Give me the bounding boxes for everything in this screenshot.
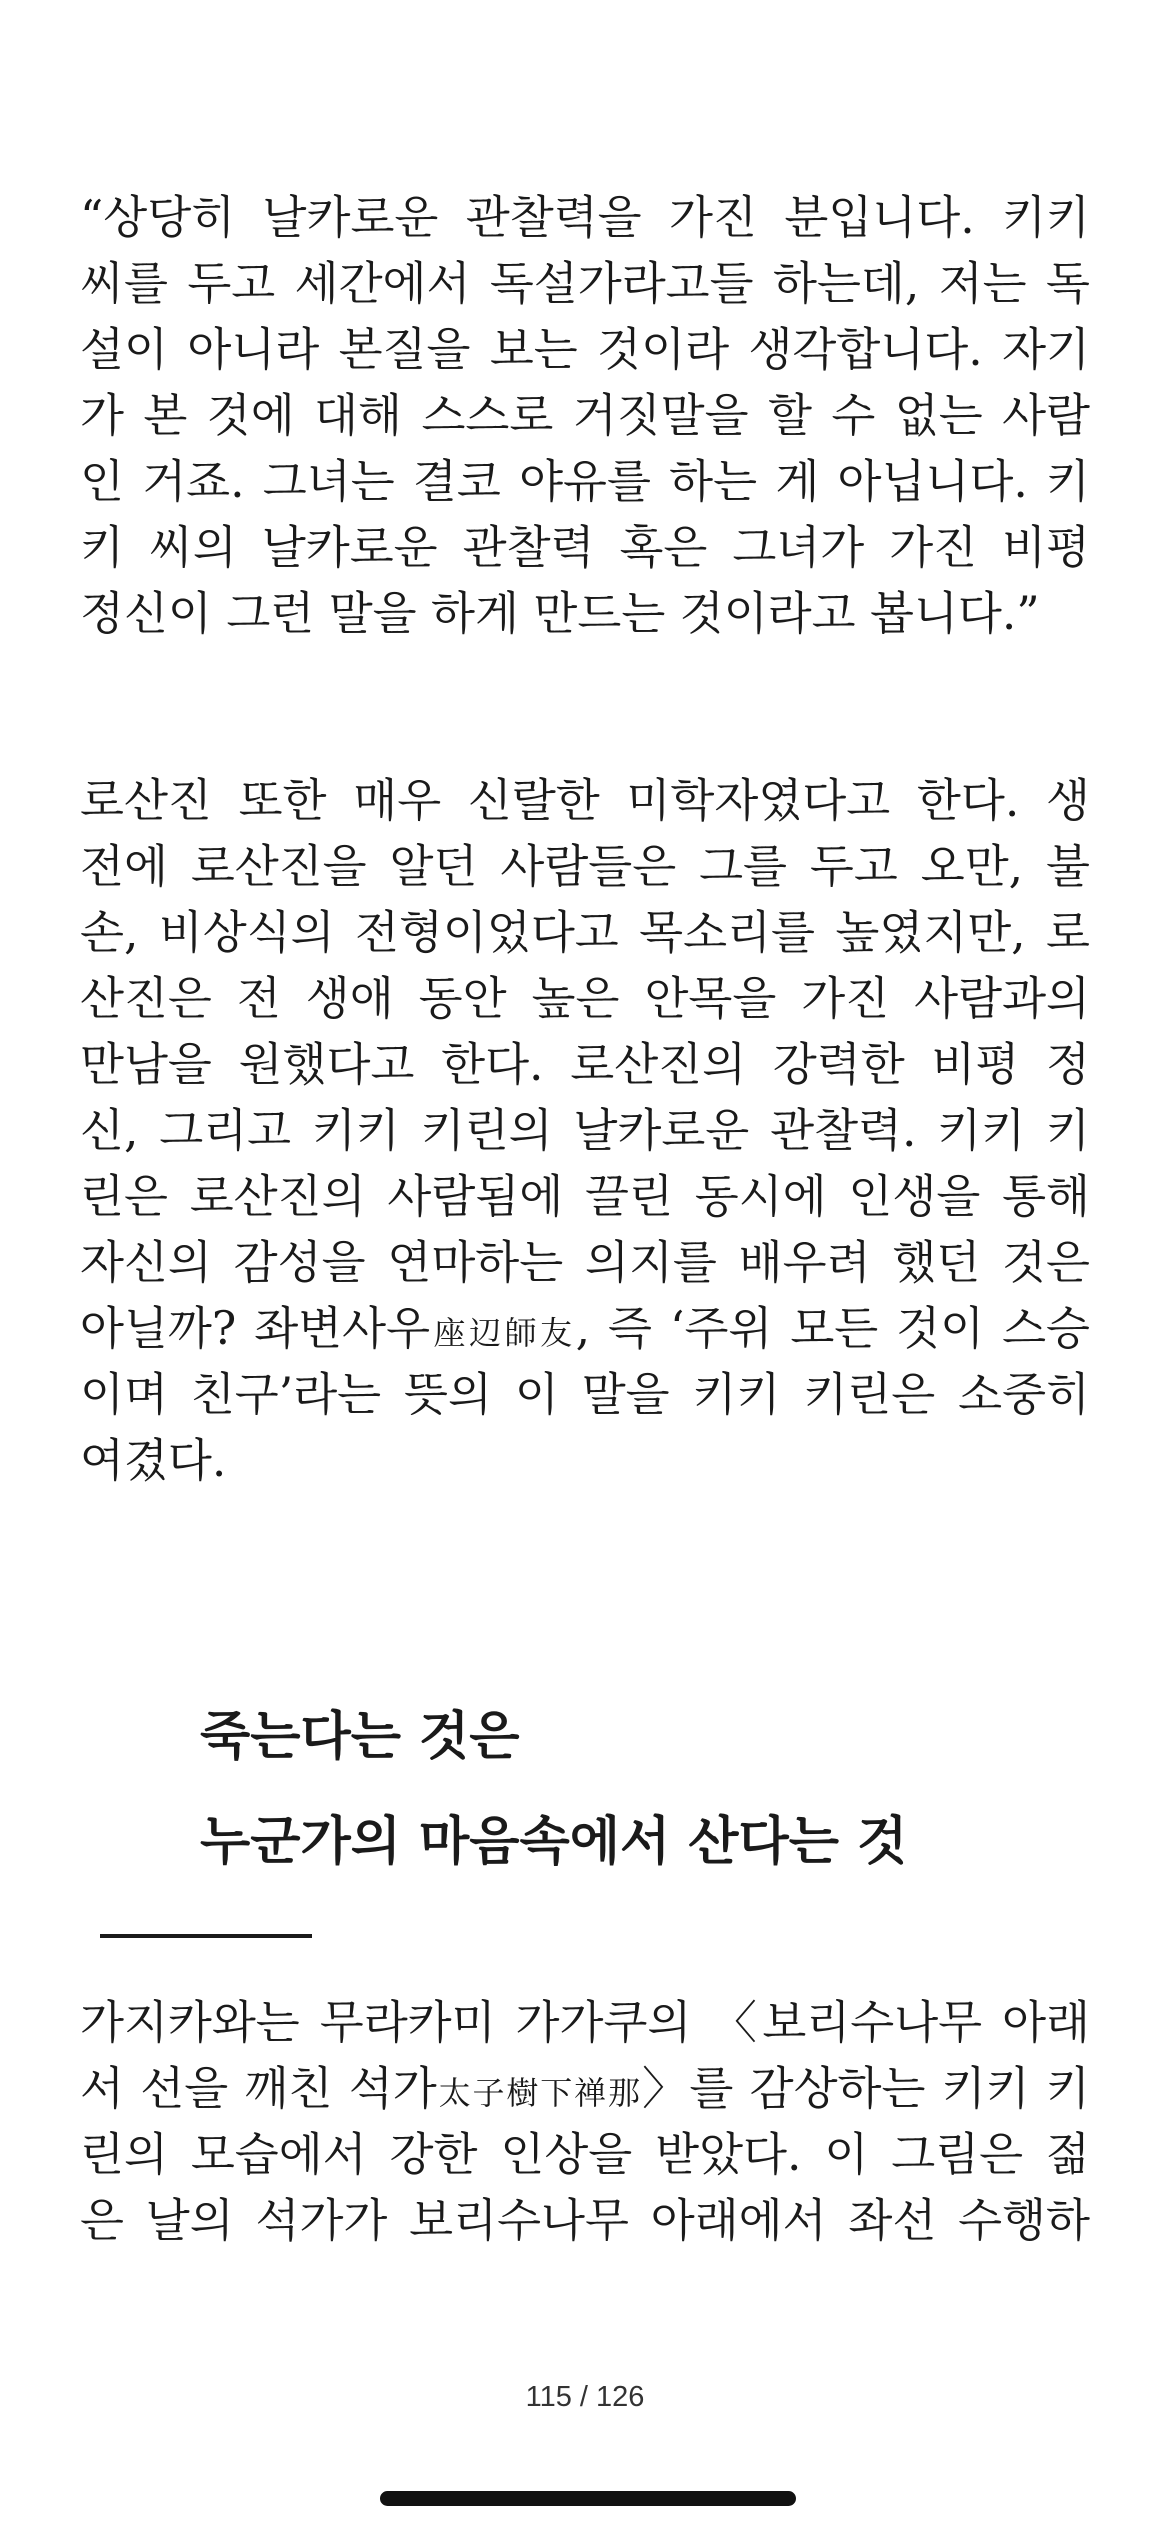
- home-indicator-bar[interactable]: [380, 2491, 796, 2506]
- text-segment: 아닐까? 좌변사우: [80, 1302, 431, 1355]
- page-indicator[interactable]: 115 / 126: [525, 2381, 645, 2413]
- text-line: 린은 로산진의 사람됨에 끌린 동시에 인생을 통해: [80, 1170, 1090, 1223]
- body-paragraph: [80, 1990, 1090, 2254]
- text-line: [80, 2056, 1090, 2122]
- text-line: “상당히 날카로운 관찰력을 가진 분입니다. 키키: [80, 191, 1090, 244]
- text-line: 설이 아니라 본질을 보는 것이라 생각합니다. 자기: [80, 323, 1090, 376]
- text-line: 전에 로산진을 알던 사람들은 그를 두고 오만, 불: [80, 840, 1090, 893]
- text-line: 산진은 전 생애 동안 높은 안목을 가진 사람과의: [80, 972, 1090, 1025]
- text-line: 여겼다.: [80, 1434, 227, 1487]
- text-line: [80, 1296, 1090, 1362]
- text-line: 만남을 원했다고 한다. 로산진의 강력한 비평 정: [80, 1038, 1090, 1091]
- text-segment: , 즉 ‘주위 모든 것이 스승: [575, 1302, 1090, 1355]
- body-paragraph: [80, 768, 1090, 1494]
- hanja-annotation: 太子樹下禅那: [436, 2074, 642, 2112]
- text-line: 가 본 것에 대해 스스로 거짓말을 할 수 없는 사람: [80, 389, 1090, 442]
- text-line: 신, 그리고 키키 키린의 날카로운 관찰력. 키키 키: [80, 1104, 1090, 1157]
- section-heading-line-1: 죽는다는 것은: [200, 1706, 520, 1767]
- text-line: 가지카와는 무라카미 가가쿠의 〈보리수나무 아래: [80, 1996, 1090, 2049]
- text-line: 정신이 그런 말을 하게 만드는 것이라고 봅니다.”: [80, 587, 1040, 640]
- text-line: 씨를 두고 세간에서 독설가라고들 하는데, 저는 독: [80, 257, 1090, 310]
- text-line: 로산진 또한 매우 신랄한 미학자였다고 한다. 생: [80, 774, 1090, 827]
- text-line: 이며 친구’라는 뜻의 이 말을 키키 키린은 소중히: [80, 1368, 1090, 1421]
- hanja-annotation: 座辺師友: [430, 1314, 576, 1352]
- text-line: 손, 비상식의 전형이었다고 목소리를 높였지만, 로: [80, 906, 1090, 959]
- section-heading-line-2: 누군가의 마음속에서 산다는 것: [200, 1811, 908, 1872]
- text-line: 린의 모습에서 강한 인상을 받았다. 이 그림은 젊: [80, 2128, 1090, 2181]
- text-line: 인 거죠. 그녀는 결코 야유를 하는 게 아닙니다. 키: [80, 455, 1090, 508]
- heading-divider: [100, 1934, 312, 1938]
- text-line: 은 날의 석가가 보리수나무 아래에서 좌선 수행하: [80, 2194, 1090, 2247]
- text-segment: 〉를 감상하는 키키 키: [641, 2062, 1091, 2115]
- text-segment: 서 선을 깨친 석가: [80, 2062, 437, 2115]
- text-line: 키 씨의 날카로운 관찰력 혹은 그녀가 가진 비평: [80, 521, 1090, 574]
- text-line: 자신의 감성을 연마하는 의지를 배우려 했던 것은: [80, 1236, 1090, 1289]
- quote-paragraph: [80, 185, 1090, 647]
